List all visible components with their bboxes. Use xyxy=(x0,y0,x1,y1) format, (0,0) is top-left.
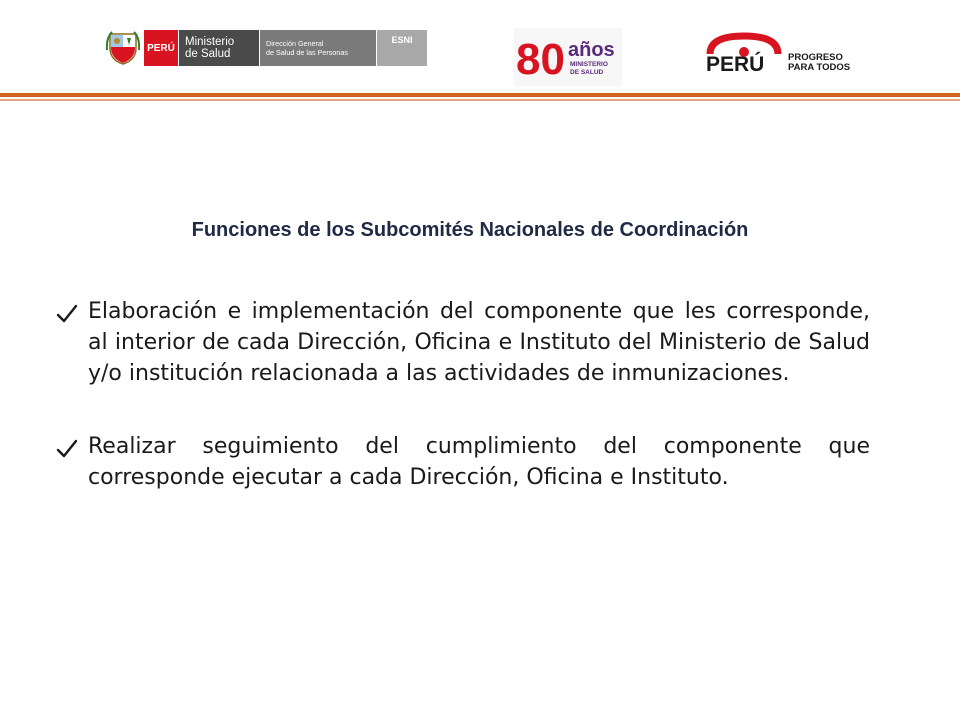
ministry-line-2: de Salud xyxy=(185,48,231,60)
peru-word: PERÚ xyxy=(706,53,765,74)
bullet-list xyxy=(56,296,870,535)
peru-label: PERÚ xyxy=(144,30,178,66)
anniversary-sub-1: MINISTERIO xyxy=(570,61,608,68)
slide-title: Funciones de los Subcomités Nacionales de Coordinación xyxy=(191,219,749,241)
direction-line-2: de Salud de las Personas xyxy=(266,48,348,57)
bullet-item xyxy=(56,296,870,389)
peru-slogan-2: PARA TODOS xyxy=(788,62,851,73)
peru-coat-of-arms-icon xyxy=(106,30,140,66)
bullet-text: Elaboración e implementación del componente que les corresponde, al interior de cada Dirección, Oficina e Instituto del Ministerio de Salud y/o institución relacionada a las actividades de inmunizaciones. xyxy=(88,299,870,386)
header-divider-thin xyxy=(0,99,960,101)
direction-line-1: Dirección General xyxy=(266,38,324,48)
anniversary-sub-2: DE SALUD xyxy=(570,69,604,76)
program-label: ESNI xyxy=(376,30,427,66)
header-divider xyxy=(0,93,960,97)
bullet-text: Realizar seguimiento del cumplimiento del componente que corresponde ejecutar a cada Dirección, Oficina e Instituto. xyxy=(88,434,870,490)
ministry-label xyxy=(178,30,259,66)
minsa-logo xyxy=(106,30,427,66)
bullet-item xyxy=(56,431,870,493)
checkmark-icon xyxy=(56,438,78,460)
checkmark-icon xyxy=(56,303,78,325)
anniversary-number: 80 xyxy=(516,35,565,84)
anniversary-80-logo xyxy=(514,28,622,86)
peru-slogan-1: PROGRESO xyxy=(788,52,843,63)
peru-progreso-logo xyxy=(704,32,870,74)
direction-label xyxy=(259,30,376,66)
anniversary-word: años xyxy=(568,39,615,61)
ministry-line-1: Ministerio xyxy=(185,36,235,48)
